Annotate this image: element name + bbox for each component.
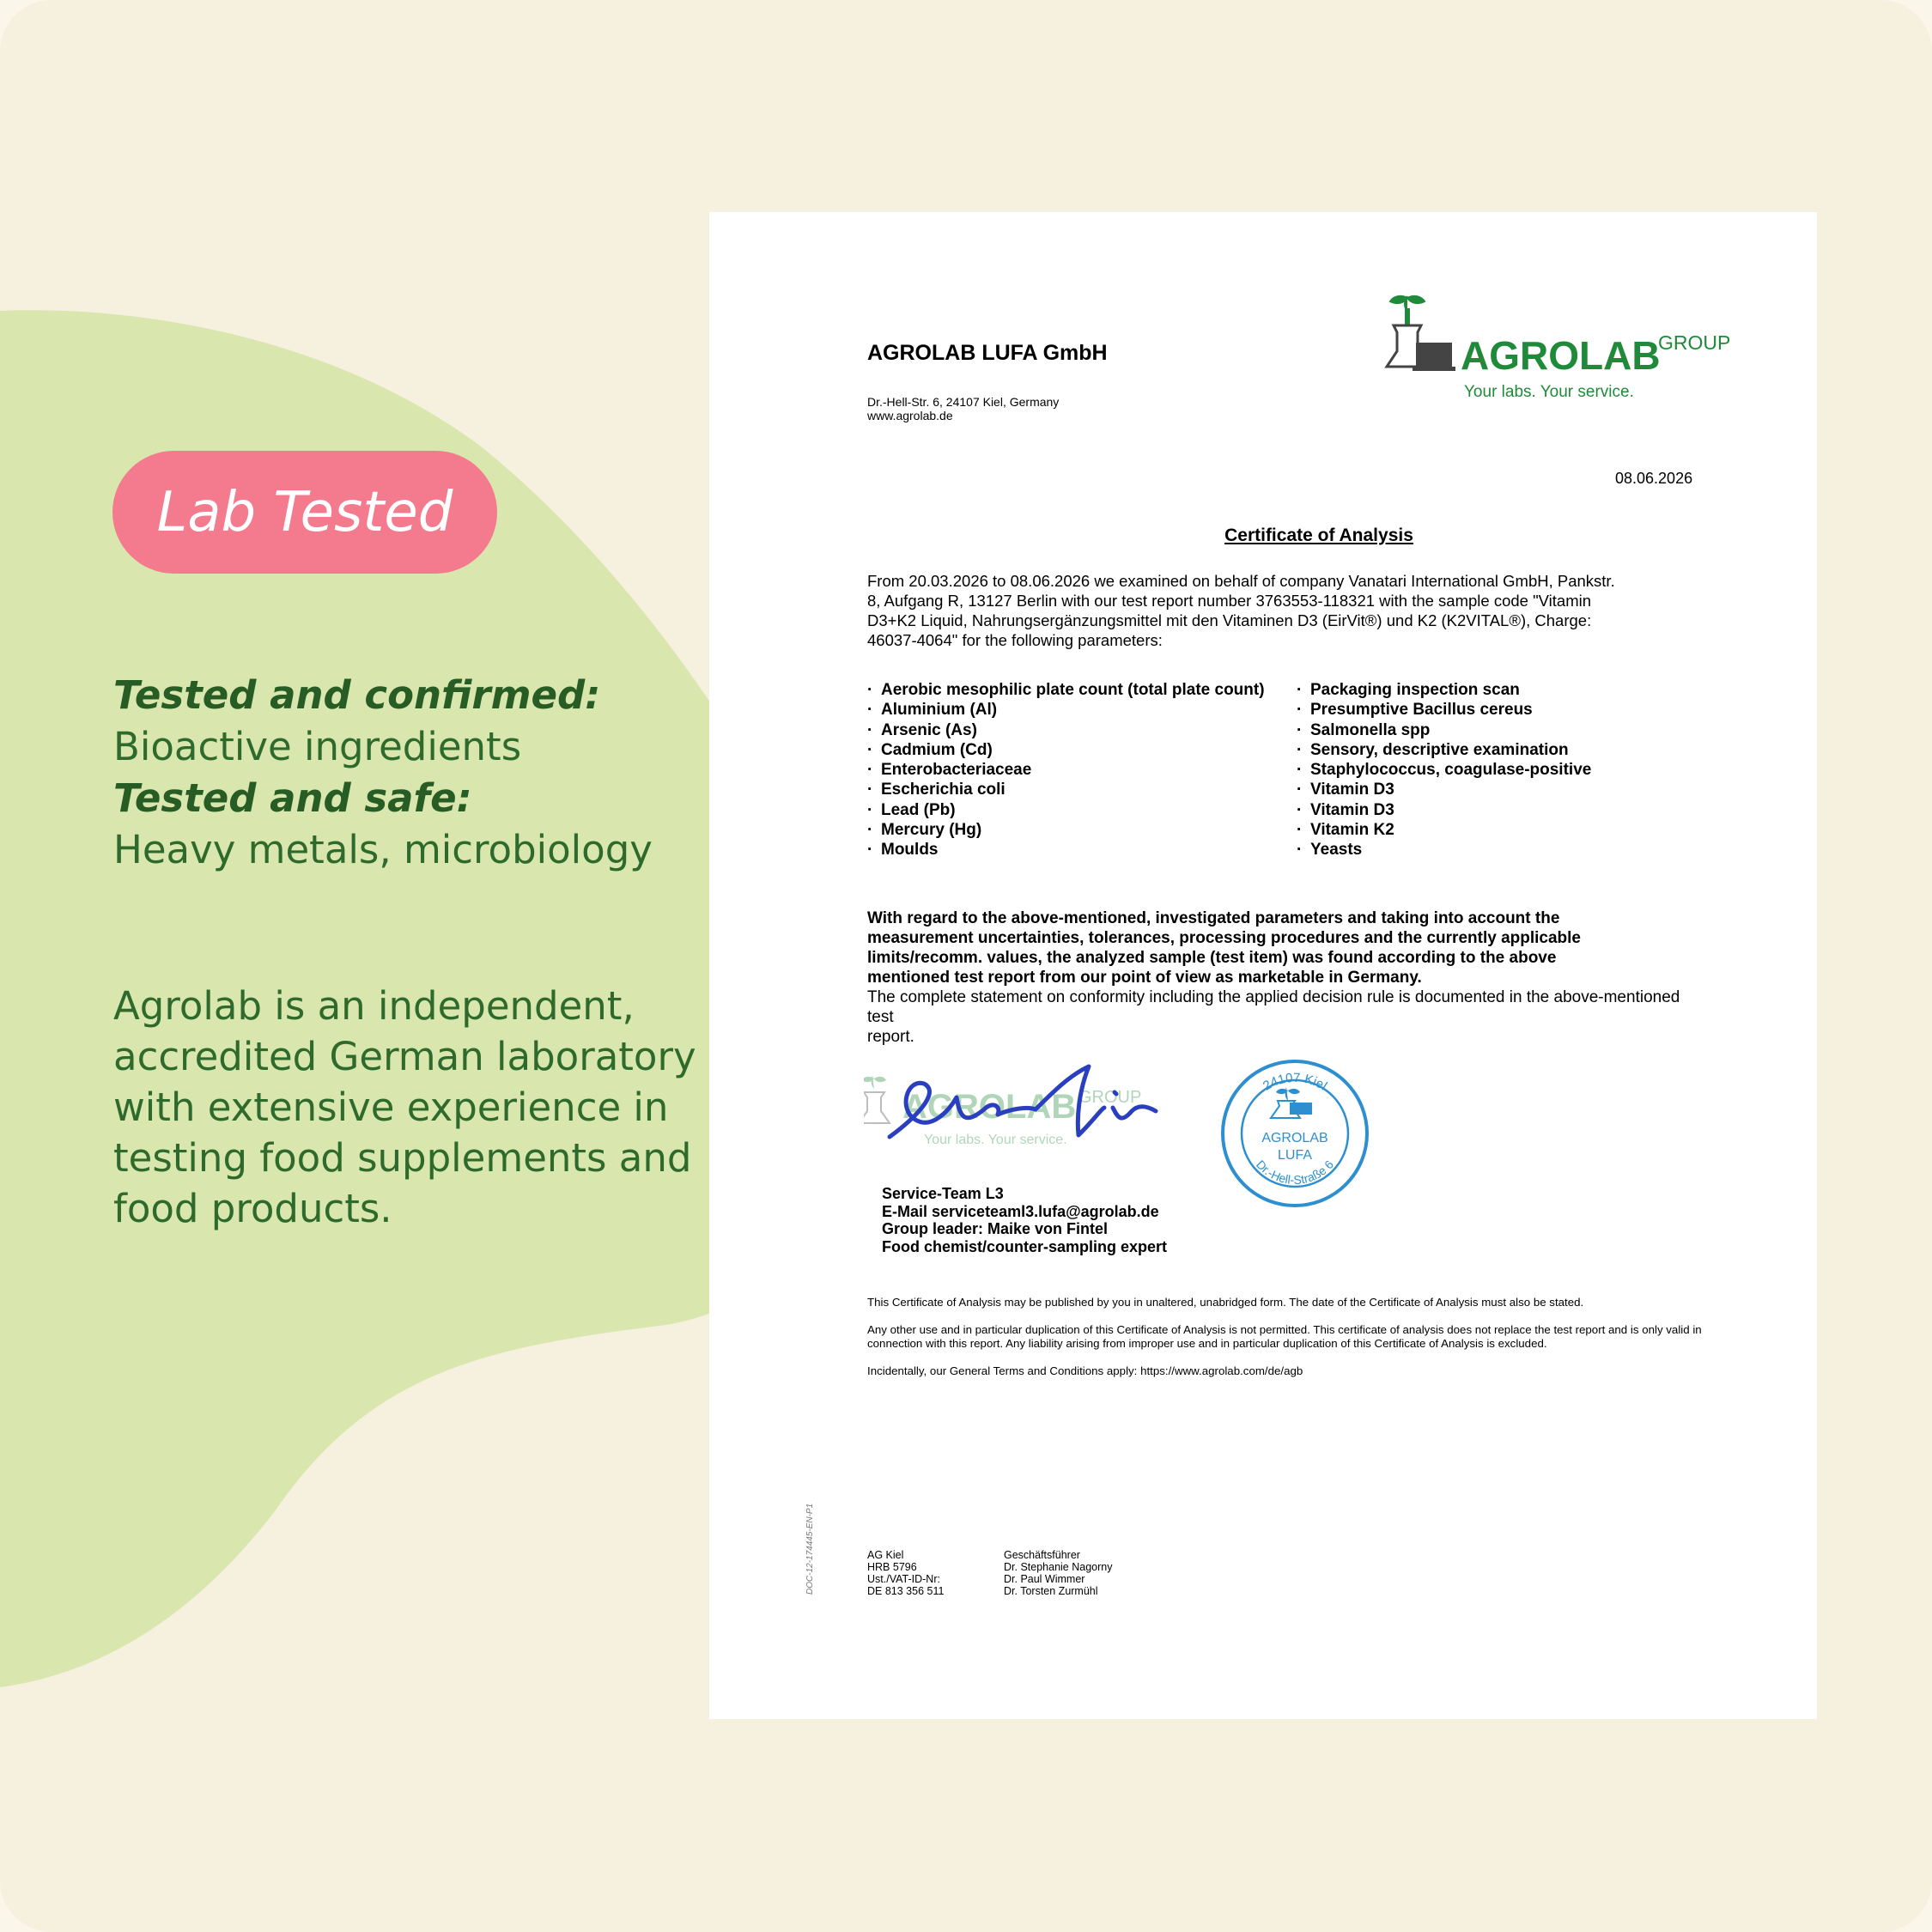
parameter-item: · Moulds bbox=[867, 840, 1297, 860]
footer-line: DE 813 356 511 bbox=[867, 1585, 945, 1597]
parameter-item: · Lead (Pb) bbox=[867, 800, 1297, 820]
parameter-item: · Aerobic mesophilic plate count (total plate count) bbox=[867, 680, 1267, 700]
footer-registration bbox=[867, 1549, 944, 1597]
intro-line: From 20.03.2026 to 08.06.2026 we examined on behalf of company Vanatari International GmbH, Pankstr. bbox=[867, 572, 1615, 590]
conformity-statement bbox=[867, 908, 1704, 1047]
conformity-line: report. bbox=[867, 1028, 914, 1046]
about-line: accredited German laboratory bbox=[113, 1034, 696, 1079]
footer-line: Dr. Stephanie Nagorny bbox=[1004, 1561, 1113, 1573]
parameter-item: · Cadmium (Cd) bbox=[867, 740, 1297, 760]
parameter-item: · Vitamin D3 bbox=[1297, 780, 1726, 799]
intro-line: 46037-4064" for the following parameters: bbox=[867, 631, 1163, 649]
feature-label: Tested and safe: bbox=[113, 775, 472, 821]
team-line: Service-Team L3 bbox=[882, 1185, 1004, 1202]
certificate-intro bbox=[867, 571, 1730, 650]
parameter-item: · Presumptive Bacillus cereus bbox=[1297, 700, 1726, 720]
about-line: Agrolab is an independent, bbox=[113, 983, 635, 1029]
svg-text:AGROLAB: AGROLAB bbox=[902, 1088, 1077, 1126]
footer-line: HRB 5796 bbox=[867, 1561, 917, 1573]
official-stamp bbox=[1218, 1056, 1372, 1211]
stamp-center-text: LUFA bbox=[1277, 1148, 1313, 1163]
logo-tagline: Your labs. Your service. bbox=[1464, 383, 1634, 401]
lab-tested-badge: Lab Tested bbox=[112, 451, 497, 574]
footer-line: Dr. Paul Wimmer bbox=[1004, 1573, 1085, 1585]
parameter-item: · Escherichia coli bbox=[867, 780, 1297, 799]
flask-plant-icon bbox=[1387, 296, 1455, 371]
certificate-title: Certificate of Analysis bbox=[1224, 526, 1413, 545]
team-line: Food chemist/counter-sampling expert bbox=[882, 1237, 1168, 1255]
parameter-item: · Aluminium (Al) bbox=[867, 700, 1297, 720]
parameter-item: · Yeasts bbox=[1297, 840, 1726, 860]
parameter-item: · Vitamin D3 bbox=[1297, 800, 1726, 820]
service-team-info bbox=[882, 1185, 1167, 1255]
feature-label: Tested and confirmed: bbox=[113, 672, 601, 718]
footer-line: AG Kiel bbox=[867, 1549, 904, 1561]
footer-line: Ust./VAT-ID-Nr: bbox=[867, 1573, 940, 1585]
legal-note: Incidentally, our General Terms and Conditions apply: https://www.agrolab.com/de/agb bbox=[867, 1364, 1303, 1377]
logo-name: AGROLAB bbox=[1461, 333, 1661, 378]
conformity-line: measurement uncertainties, tolerances, processing procedures and the currently applicable bbox=[867, 929, 1581, 947]
parameter-item: · Vitamin K2 bbox=[1297, 820, 1726, 840]
company-address bbox=[867, 395, 1059, 422]
parameter-item: · Salmonella spp bbox=[1297, 720, 1726, 740]
address-line: Dr.-Hell-Str. 6, 24107 Kiel, Germany bbox=[867, 395, 1060, 409]
parameter-item: · Enterobacteriaceae bbox=[867, 760, 1297, 780]
conformity-line: mentioned test report from our point of view as marketable in Germany. bbox=[867, 969, 1422, 987]
document-reference: DOC-12-174445-EN-P1 bbox=[805, 1503, 815, 1595]
parameter-item: · Mercury (Hg) bbox=[867, 820, 1297, 840]
parameter-item: · Staphylococcus, coagulase-positive bbox=[1297, 760, 1726, 780]
intro-line: 8, Aufgang R, 13127 Berlin with our test report number 3763553-118321 with the sample code "Vitamin bbox=[867, 592, 1592, 610]
svg-text:Your labs. Your service.: Your labs. Your service. bbox=[924, 1133, 1067, 1147]
stamp-bottom-text: Dr.-Hell-Straße 6 bbox=[1253, 1157, 1337, 1188]
team-line: Group leader: Maike von Fintel bbox=[882, 1220, 1109, 1237]
feature-list bbox=[113, 670, 714, 876]
stamp-center-text: AGROLAB bbox=[1261, 1131, 1328, 1145]
signature-watermark-image bbox=[864, 1058, 1224, 1170]
conformity-line: The complete statement on conformity including the applied decision rule is documented in the above-mentioned test bbox=[867, 988, 1680, 1026]
footer-line: Geschäftsführer bbox=[1004, 1549, 1080, 1561]
intro-line: D3+K2 Liquid, Nahrungsergänzungsmittel mit den Vitaminen D3 (EirVit®) und K2 (K2VITAL®), Charge: bbox=[867, 611, 1592, 629]
team-line: E-Mail serviceteaml3.lufa@agrolab.de bbox=[882, 1202, 1159, 1220]
parameter-item: · Arsenic (As) bbox=[867, 720, 1297, 740]
company-name: AGROLAB LUFA GmbH bbox=[867, 341, 1108, 365]
certificate-date: 08.06.2026 bbox=[1615, 470, 1693, 487]
feature-value: Bioactive ingredients bbox=[113, 724, 522, 769]
parameter-list-left bbox=[867, 680, 1297, 860]
certificate-document bbox=[709, 212, 1817, 1719]
parameter-item: · Sensory, descriptive examination bbox=[1297, 740, 1726, 760]
stamp-top-text: 24107 Kiel bbox=[1260, 1070, 1330, 1094]
agrolab-logo bbox=[1375, 289, 1735, 401]
conformity-line: With regard to the above-mentioned, investigated parameters and taking into account the bbox=[867, 909, 1560, 927]
about-agrolab-text bbox=[113, 981, 714, 1234]
legal-note: This Certificate of Analysis may be published by you in unaltered, unabridged form. The date of the Certificate of Analysis must also be stated. bbox=[867, 1296, 1584, 1309]
about-line: with extensive experience in bbox=[113, 1084, 669, 1130]
footer-line: Dr. Torsten Zurmühl bbox=[1004, 1585, 1098, 1597]
legal-note: Any other use and in particular duplication of this Certificate of Analysis is not permitted. This certificate of analysis does not replace the test report and is only valid in connection with this report. Any liability arising from improper use and in particular duplication of this Certificate of Analysis is excluded. bbox=[867, 1323, 1702, 1350]
logo-suffix: GROUP bbox=[1658, 331, 1731, 354]
feature-value: Heavy metals, microbiology bbox=[113, 827, 653, 872]
svg-text:GROUP: GROUP bbox=[1078, 1088, 1142, 1107]
about-line: food products. bbox=[113, 1186, 392, 1231]
about-line: testing food supplements and bbox=[113, 1135, 692, 1181]
address-line: www.agrolab.de bbox=[867, 409, 953, 422]
parameter-list-right bbox=[1297, 680, 1726, 860]
parameter-item: · Packaging inspection scan bbox=[1297, 680, 1726, 700]
conformity-line: limits/recomm. values, the analyzed sample (test item) was found according to the above bbox=[867, 949, 1557, 967]
footer-management bbox=[1004, 1549, 1112, 1597]
legal-notes bbox=[867, 1296, 1730, 1392]
